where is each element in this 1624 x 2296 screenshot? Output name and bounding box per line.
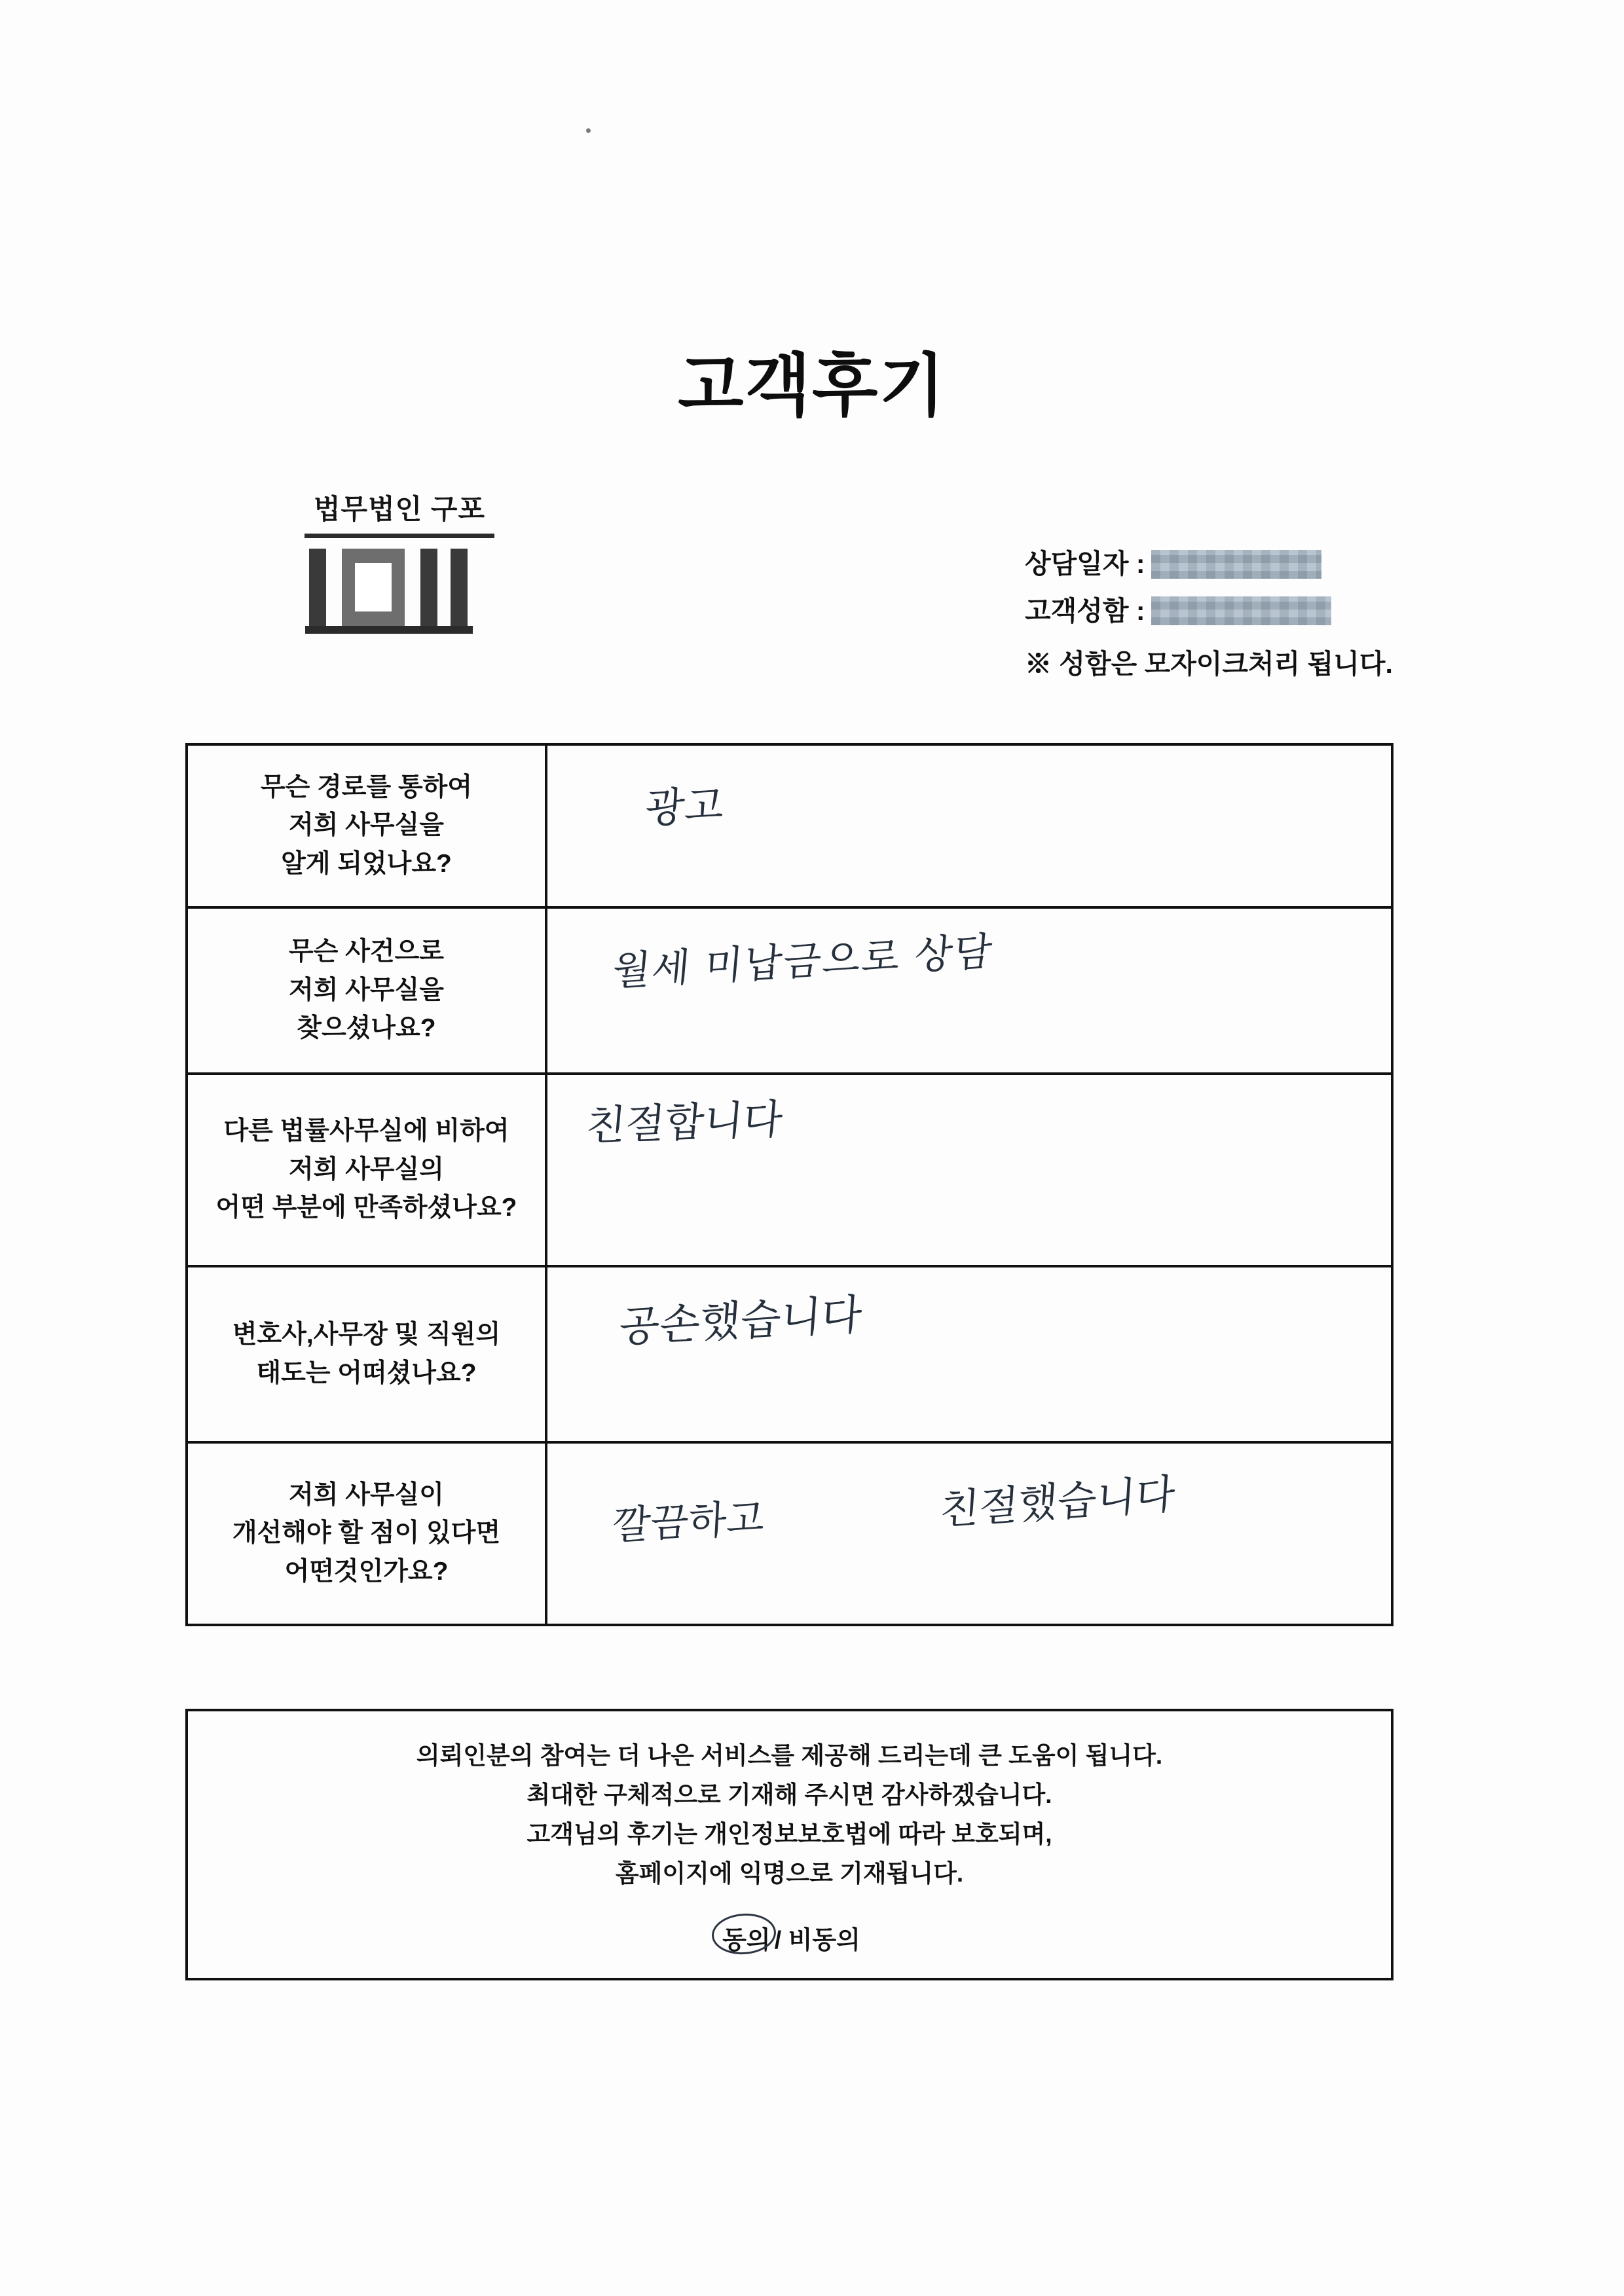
- scan-speck: [586, 128, 591, 133]
- answer-cell-1: [546, 744, 1392, 907]
- handwritten-answer: 공손했습니다: [617, 1290, 864, 1353]
- date-value-mosaic: [1151, 550, 1321, 579]
- name-value-mosaic: [1151, 596, 1331, 625]
- question-line: 태도는 어떠셨나요?: [256, 1358, 477, 1387]
- question-line: 저희 사무실을: [289, 975, 444, 1004]
- consent-no-option[interactable]: 비동의: [788, 1926, 860, 1954]
- question-line: 어떤것인가요?: [284, 1557, 449, 1586]
- name-label: 고객성함 :: [1025, 595, 1145, 626]
- name-row: [1025, 591, 1393, 632]
- table-row: [187, 1074, 1392, 1266]
- handwritten-answer-part1: 깔끔하고: [611, 1495, 766, 1550]
- question-line: 알게 되었나요?: [281, 849, 452, 878]
- footer-line: 고객님의 후기는 개인정보보호법에 따라 보호되며,: [526, 1820, 1052, 1848]
- firm-name: 법무법인 구포: [313, 494, 486, 524]
- handwritten-answer-part2: 친절했습니다: [938, 1469, 1177, 1535]
- handwritten-answer: 광고: [644, 780, 726, 833]
- table-row: [187, 907, 1392, 1074]
- footer-line: 의뢰인분의 참여는 더 나은 서비스를 제공해 드리는데 큰 도움이 됩니다.: [416, 1742, 1163, 1769]
- table-row: [187, 744, 1392, 907]
- question-line: 저희 사무실의: [289, 1155, 444, 1184]
- answer-cell-5: [546, 1442, 1392, 1625]
- question-line: 찾으셨나요?: [297, 1014, 436, 1043]
- question-line: 변호사,사무장 및 직원의: [232, 1321, 501, 1349]
- privacy-note: ※ 성함은 모자이크처리 됩니다.: [1025, 649, 1393, 680]
- consent-yes-option[interactable]: 동의: [718, 1920, 774, 1956]
- question-line: 무슨 경로를 통하여: [260, 773, 473, 801]
- question-line: 어떤 부분에 만족하셨나요?: [215, 1194, 517, 1222]
- date-label: 상담일자 :: [1025, 549, 1145, 579]
- question-cell-1: [187, 744, 546, 907]
- answer-cell-4: [546, 1266, 1392, 1442]
- footer-notice-box: [185, 1709, 1393, 1980]
- footer-line: 홈페이지에 익명으로 기재됩니다.: [615, 1859, 964, 1887]
- consent-separator: /: [774, 1926, 788, 1954]
- date-row: [1025, 543, 1393, 585]
- question-line: 저희 사무실이: [289, 1480, 444, 1509]
- handwritten-answer: 월세 미납금으로 상담: [610, 928, 995, 995]
- consultation-meta: [1025, 543, 1393, 685]
- question-line: 다른 법률사무실에 비하여: [223, 1117, 509, 1146]
- question-line: 저희 사무실을: [289, 811, 444, 840]
- logo-divider: [304, 534, 494, 538]
- page-title: 고객후기: [678, 348, 946, 424]
- firm-logo: [259, 488, 540, 632]
- consent-choice[interactable]: [718, 1920, 860, 1956]
- table-row: [187, 1266, 1392, 1442]
- question-cell-4: [187, 1266, 546, 1442]
- question-line: 개선해야 할 점이 있다면: [232, 1519, 501, 1548]
- question-cell-2: [187, 907, 546, 1074]
- handwritten-answer: 친절합니다: [584, 1095, 785, 1150]
- table-row: [187, 1442, 1392, 1625]
- answer-cell-2: [546, 907, 1392, 1074]
- footer-line: 최대한 구체적으로 기재해 주시면 감사하겠습니다.: [526, 1781, 1052, 1808]
- answer-cell-3: [546, 1074, 1392, 1266]
- question-cell-3: [187, 1074, 546, 1266]
- logo-mark-icon: [301, 543, 498, 632]
- questionnaire-table: [185, 743, 1393, 1626]
- question-line: 무슨 사건으로: [289, 938, 444, 966]
- question-cell-5: [187, 1442, 546, 1625]
